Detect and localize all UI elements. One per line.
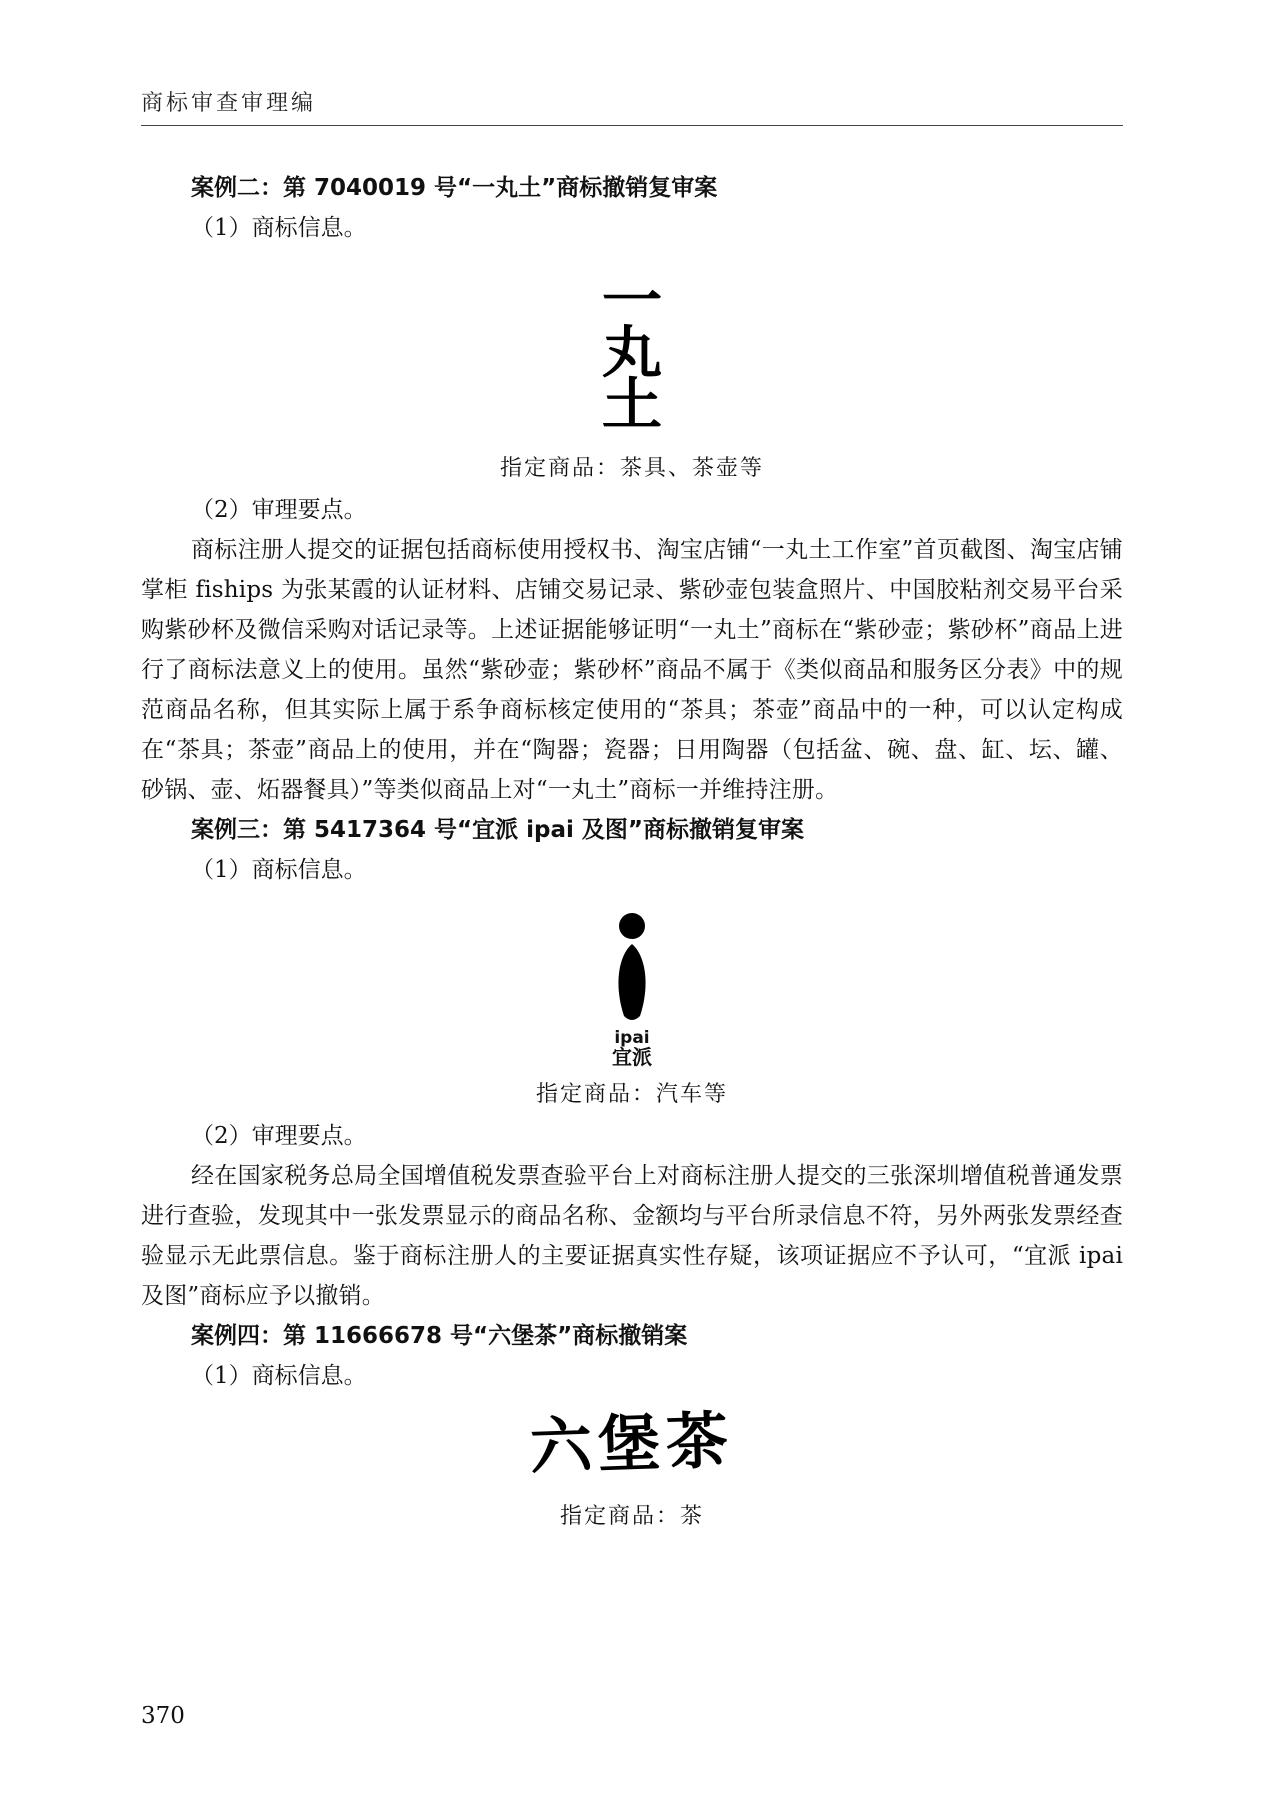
trademark-logo-yiwantu: [594, 269, 670, 438]
running-title: 商标审查审理编: [141, 91, 317, 116]
case-2-review-heading: （2）审理要点。: [191, 497, 367, 523]
case-4-info-heading: （1）商标信息。: [191, 1363, 367, 1389]
case-3-logo-block: [141, 890, 1123, 1082]
case-3-title: 案例三：第 5417364 号“宜派 ipai 及图”商标撤销复审案: [191, 817, 805, 843]
header-rule: [141, 125, 1123, 126]
case-4-logo-block: [141, 1396, 1123, 1500]
case-2-title: 案例二：第 7040019 号“一丸土”商标撤销复审案: [191, 175, 718, 201]
logo-char-3: 土: [601, 373, 663, 438]
case-2-logo-block: [141, 248, 1123, 456]
logo-char-1: 一: [601, 269, 663, 334]
logo-word-yipai: 宜派: [612, 1045, 652, 1069]
case-3-review-text: 经在国家税务总局全国增值税发票查验平台上对商标注册人提交的三张深圳增值税普通发票进行查验，发现其中一张发票显示的商品名称、金额均与平台所录信息不符，另外两张发票经查验显示无此票信息。鉴于商标注册人的主要证据真实性存疑，该项证据应不予认可，“宜派 ipai 及图”商标应予以撤销。: [141, 1163, 1123, 1309]
logo-char-2: 丸: [601, 321, 663, 386]
trademark-logo-liubaocha: 六堡茶: [528, 1403, 736, 1484]
trademark-logo-ipai: [587, 912, 677, 1068]
case-4-caption: 指定商品：茶: [559, 1504, 704, 1529]
ipai-i-figure-icon: [610, 912, 654, 1024]
logo-word-ipai: ipai: [614, 1028, 650, 1048]
case-2-review-text: 商标注册人提交的证据包括商标使用授权书、淘宝店铺“一丸土工作室”首页截图、淘宝店铺掌柜 fiships 为张某霞的认证材料、店铺交易记录、紫砂壶包装盒照片、中国胶粘剂交易平台采购紫砂杯及微信采购对话记录等。上述证据能够证明“一丸土”商标在“紫砂壶；紫砂杯”商品上进行了商标法意义上的使用。虽然“紫砂壶；紫砂杯”商品不属于《类似商品和服务区分表》中的规范商品名称，但其实际上属于系争商标核定使用的“茶具；茶壶”商品中的一种，可以认定构成在“茶具；茶壶”商品上的使用，并在“陶器；瓷器；日用陶器（包括盆、碗、盘、缸、坛、罐、砂锅、壶、炻器餐具）”等类似商品上对“一丸土”商标一并维持注册。: [141, 537, 1123, 803]
case-2-caption: 指定商品：茶具、茶壶等: [499, 456, 764, 481]
case-3-caption: 指定商品：汽车等: [535, 1082, 728, 1107]
page-content: [141, 168, 1123, 1534]
case-4-title: 案例四：第 11666678 号“六堡茶”商标撤销案: [191, 1323, 688, 1349]
case-2-info-heading: （1）商标信息。: [191, 215, 367, 241]
case-3-review-heading: （2）审理要点。: [191, 1123, 367, 1149]
page-number: 370: [141, 1703, 185, 1729]
case-3-info-heading: （1）商标信息。: [191, 857, 367, 883]
